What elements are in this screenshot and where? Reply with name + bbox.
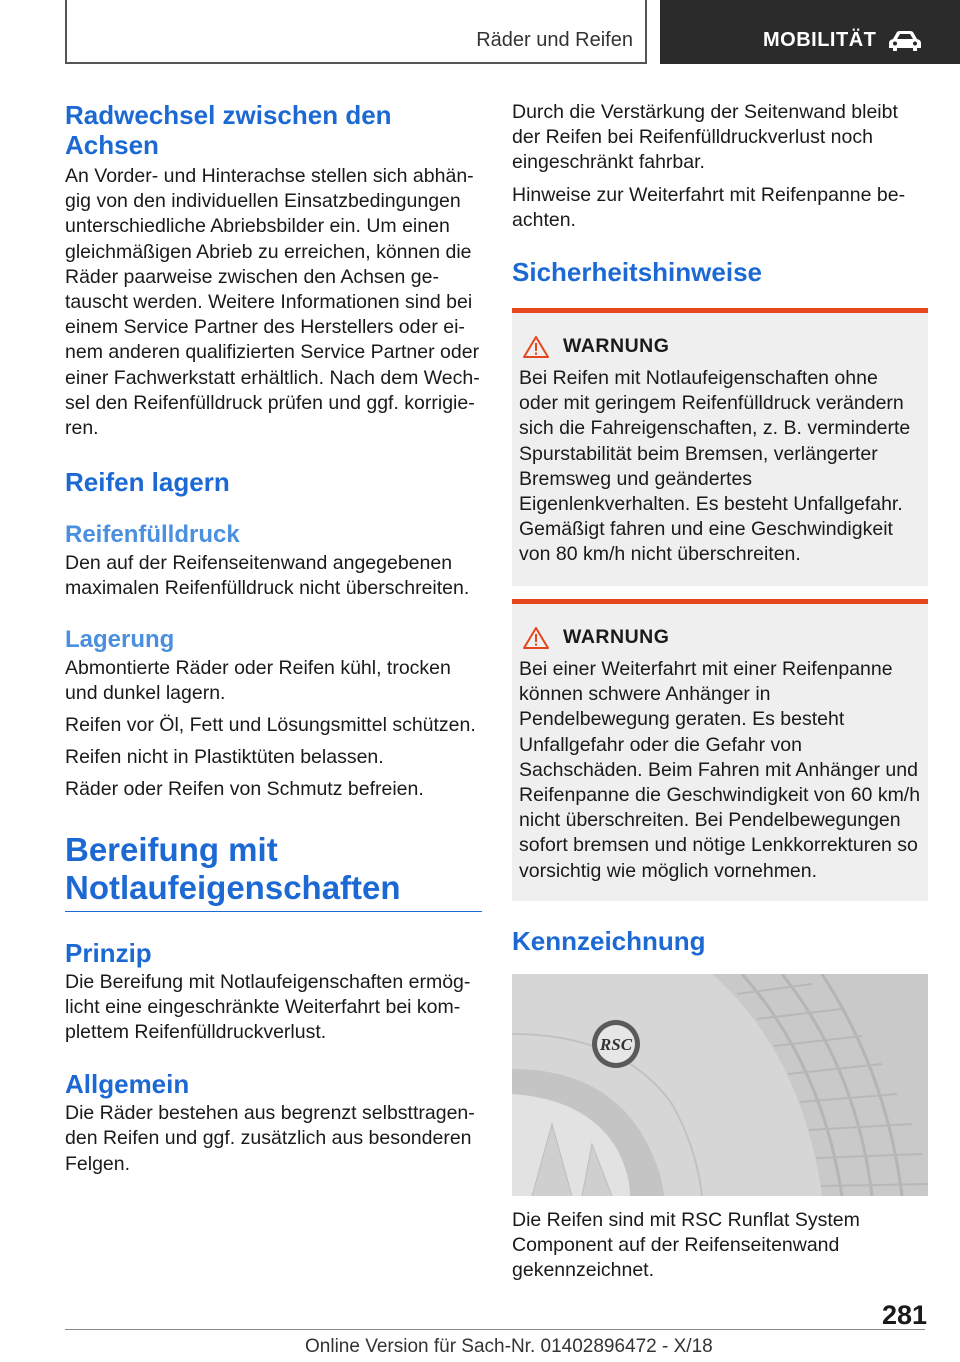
car-icon xyxy=(887,30,923,52)
heading-sicherheitshinweise: Sicherheitshinweise xyxy=(512,257,762,288)
heading-radwechsel: Radwechsel zwischen den Achsen xyxy=(65,100,392,160)
right-column xyxy=(512,100,928,1284)
paragraph-lagerung-4: Räder oder Reifen von Schmutz befreien. xyxy=(65,778,424,801)
tire-sidewall-image xyxy=(512,974,928,1196)
warning-triangle-icon xyxy=(523,336,549,358)
section-title: Räder und Reifen xyxy=(476,29,633,51)
heading-bereifung: Bereifung mit Notlaufeigenschaften xyxy=(65,830,401,906)
heading-lagerung: Lagerung xyxy=(65,625,175,653)
warning-triangle-icon xyxy=(523,627,549,649)
paragraph-verstaerkung: Durch die Verstärkung der Seitenwand bleibt der Reifen bei Reifenfülldruckverlust noch eingeschränkt fahrbar. xyxy=(512,101,898,174)
chapter-heading-block xyxy=(65,831,482,912)
footer-online-version: Online Version für Sach-Nr. 01402896472 - X/18 xyxy=(305,1336,713,1357)
running-header-frame xyxy=(65,0,647,64)
chapter-title: MOBILITÄT xyxy=(763,29,877,51)
footer-rule xyxy=(65,1329,925,1330)
warning-box-1 xyxy=(512,308,928,586)
warning-title: WARNUNG xyxy=(563,335,670,358)
paragraph-lagerung-2: Reifen vor Öl, Fett und Lösungsmittel schützen. xyxy=(65,714,476,737)
tire-illustration xyxy=(512,974,928,1196)
heading-kennzeichnung: Kennzeichnung xyxy=(512,926,706,957)
heading-allgemein: Allgemein xyxy=(65,1069,190,1100)
warning-box-2 xyxy=(512,599,928,901)
heading-reifenfuelldruck: Reifenfülldruck xyxy=(65,521,240,549)
warning-text: Bei einer Weiterfahrt mit einer Reifenpanne können schwere Anhänger in Pendelbewegung geraten. Es besteht Unfallgefahr oder die Gefahr von Sachschäden. Beim Fahren mit Anhänger und Reifenpanne die Geschwindigkeit von 60 km/h nicht überschreiten. Bei Pendelbewegungen sofort bremsen und nötige Lenkkorrekturen so vorsichtig wie möglich vornehmen. xyxy=(519,658,921,882)
warning-text: Bei Reifen mit Notlaufeigenschaften ohne oder mit geringem Reifenfülldruck verändern sich die Fahreigenschaften, z. B. verminderte Spurstabilität beim Bremsen, verlängerter Bremsweg und geändertes Eigenlenkverhalten. Es besteht Unfallgefahr. Gemäßigt fahren und eine Geschwindigkeit von 80 km/h nicht überschreiten. xyxy=(519,367,911,566)
paragraph-lagerung-3: Reifen nicht in Plastiktüten belassen. xyxy=(65,746,384,769)
left-column xyxy=(65,100,482,1177)
warning-title: WARNUNG xyxy=(563,626,670,649)
page-number: 281 xyxy=(881,1300,927,1330)
rsc-emblem-text: RSC xyxy=(599,1035,633,1055)
chapter-tab xyxy=(660,0,960,64)
heading-prinzip: Prinzip xyxy=(65,937,152,968)
image-caption: Die Reifen sind mit RSC Runflat System Component auf der Reifenseitenwand gekennzeichnet. xyxy=(512,1209,860,1282)
paragraph-prinzip: Die Bereifung mit Notlaufeigenschaften ermöglicht eine eingeschränkte Weiterfahrt bei komplettem Reifenfülldruckverlust. xyxy=(65,970,471,1044)
paragraph-hinweise: Hinweise zur Weiterfahrt mit Reifenpanne beachten. xyxy=(512,183,906,231)
paragraph-reifenfuelldruck: Den auf der Reifenseitenwand angegebenen maximalen Reifenfülldruck nicht überschreiten. xyxy=(65,552,470,600)
paragraph-allgemein: Die Räder bestehen aus begrenzt selbsttragenden Reifen und ggf. zusätzlich aus besonderen Felgen. xyxy=(65,1102,475,1175)
paragraph-lagerung-1: Abmontierte Räder oder Reifen kühl, trocken und dunkel lagern. xyxy=(65,656,451,704)
paragraph-radwechsel: An Vorder- und Hinterachse stellen sich abhängig von den individuellen Einsatzbedingungen unterschiedliche Abriebsbilder ein. Um einen gleichmäßigen Abrieb zu erreichen, können die Räder paarweise zwischen den Achsen getauscht werden. Weitere Informationen sind bei einem Service Partner des Herstellers oder einem anderen qualifizierten Service Partner oder einer Fachwerkstatt erhältlich. Nach dem Wechsel den Reifenfülldruck prüfen und ggf. korrigieren. xyxy=(65,165,480,440)
heading-reifen-lagern: Reifen lagern xyxy=(65,467,230,498)
